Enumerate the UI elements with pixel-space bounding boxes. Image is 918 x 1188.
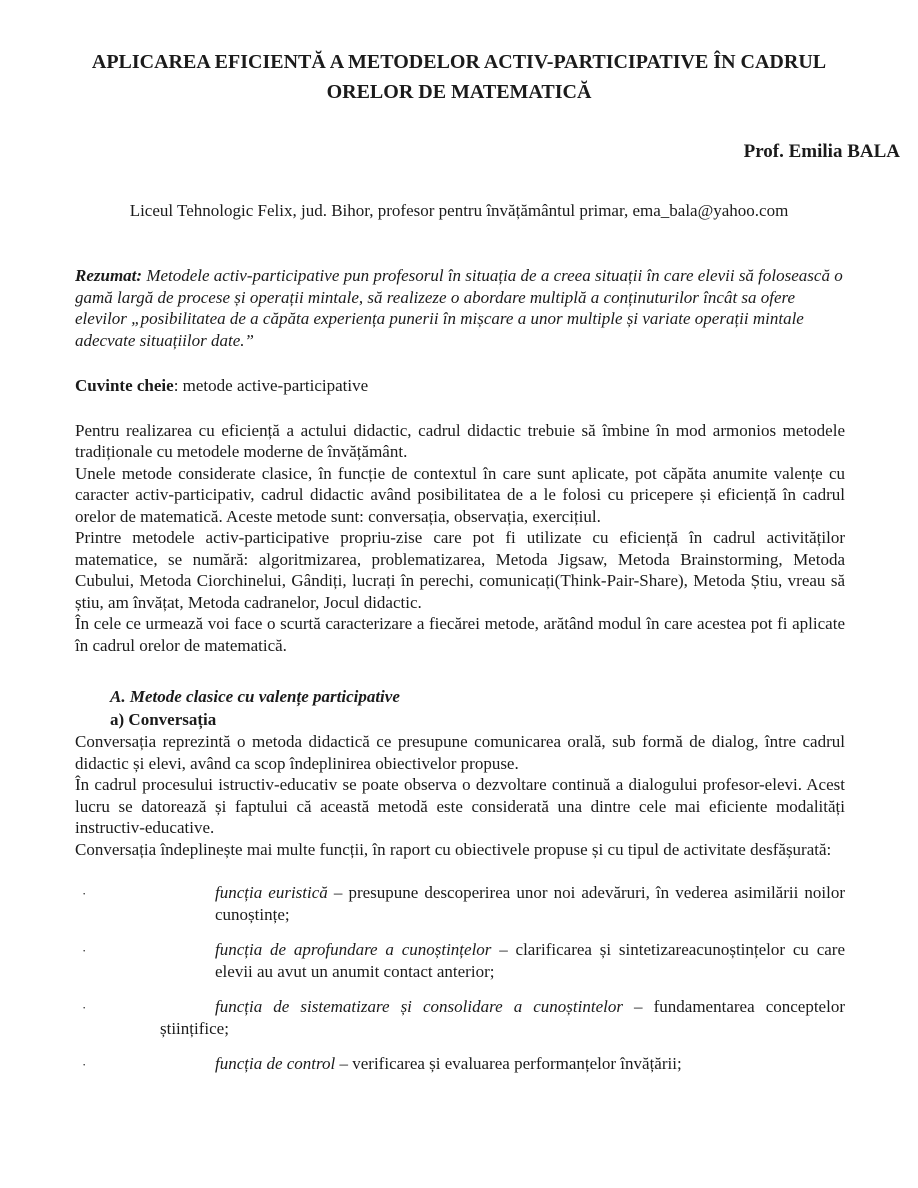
title-line-2: ORELOR DE MATEMATICĂ bbox=[326, 81, 592, 103]
paragraph: Pentru realizarea cu eficiență a actului didactic, cadrul didactic trebuie să îmbine în mod armonios metodele tradiționale cu metodele moderne de învățământ. bbox=[75, 420, 845, 461]
bullet-text: – clarificarea și sintetizareacunoștințelor cu care elevii au avut un anumit contact anterior; bbox=[215, 940, 845, 981]
bullet-lead: funcția de control bbox=[215, 1054, 336, 1073]
keywords bbox=[75, 375, 845, 397]
list-item bbox=[75, 996, 845, 1039]
bullet-text: – fundamentarea conceptelor științifice; bbox=[160, 997, 845, 1038]
page-title bbox=[0, 0, 918, 107]
bullet-text: – verificarea și evaluarea performanțelor învățării; bbox=[335, 1054, 682, 1073]
paragraph: Conversația îndeplinește mai multe funcții, în raport cu obiectivele propuse și cu tipul de activitate desfășurată: bbox=[75, 839, 832, 859]
bullet-lead: funcția de sistematizare și consolidare a cunoștintelor bbox=[215, 997, 623, 1016]
paragraph: Unele metode considerate clasice, în funcție de contextul în care sunt aplicate, pot căpăta anumite valențe cu caracter activ-participativ, cadrul didactic având posibilitatea de a le folosi cu pricepere și eficiență în cadrul orelor de matematică. Aceste metode sunt: conversația, observația, exercițiul. bbox=[75, 463, 845, 526]
paragraph: Conversația reprezintă o metoda didactică ce presupune comunicarea orală, sub formă de dialog, între cadrul didactic și elevi, având ca scop îndeplinirea obiectivelor propuse. bbox=[75, 732, 845, 773]
keywords-label: Cuvinte cheie bbox=[75, 376, 174, 395]
bullet-icon: · bbox=[82, 886, 87, 901]
list-item bbox=[75, 882, 845, 925]
document-body bbox=[75, 265, 845, 1075]
paragraph: Printre metodele activ-participative propriu-zise care pot fi utilizate cu eficiență în cadrul activităților matematice, se numără: algoritmizarea, problematizarea, Metoda Jigsaw, Metoda Brainstorming, Metoda Cubului, Metoda Ciorchinelui, Gândiți, lucrați în perechi, comunicați(Think-Pair-Share), Metoda Știu, vreau să știu, am învățat, Metoda cadranelor, Jocul didactic. bbox=[75, 528, 845, 612]
paragraph: În cadrul procesului istructiv-educativ se poate observa o dezvoltare continuă a dialogului profesor-elevi. Acest lucru se datorează și faptului că această metodă este considerată una dintre cele mai eficiente modalități instructiv-educative. bbox=[75, 775, 845, 837]
intro-paragraphs bbox=[75, 420, 845, 657]
abstract-label: Rezumat: bbox=[75, 266, 143, 285]
bullet-icon: · bbox=[82, 1000, 87, 1015]
keywords-text: : metode active-participative bbox=[173, 376, 369, 395]
bullet-lead: funcția de aprofundare a cunoștințelor bbox=[215, 940, 492, 959]
section-subheading: a) Conversația bbox=[110, 710, 217, 729]
bullet-icon: · bbox=[82, 943, 87, 958]
title-line-1: APLICAREA EFICIENTĂ A METODELOR ACTIV-PARTICIPATIVE ÎN CADRUL bbox=[91, 51, 827, 73]
author-name: Prof. Emilia BALA bbox=[743, 141, 900, 162]
list-item bbox=[75, 1053, 845, 1075]
paragraph: În cele ce urmează voi face o scurtă caracterizare a fiecărei metode, arătând modul în care acestea pot fi aplicate în cadrul orelor de matematică. bbox=[75, 614, 845, 655]
list-item bbox=[75, 939, 845, 982]
bullet-icon: · bbox=[82, 1057, 87, 1072]
abstract-text: Metodele activ-participative pun profesorul în situația de a creea situații în care elevii să folosească o gamă largă de procese și operații mintale, să realizeze o abordare multiplă a conținuturilor încât sa ofere elevilor „posibilitatea de a căpăta experiența punerii în mișcare a unor multiple și variate operații mintale adecvate situațiilor date.” bbox=[75, 266, 843, 350]
bullet-lead: funcția euristică bbox=[215, 883, 328, 902]
abstract bbox=[75, 265, 845, 351]
functions-bullet-list bbox=[75, 882, 845, 1075]
section-heading: A. Metode clasice cu valențe participative bbox=[110, 687, 400, 706]
author-affiliation: Liceul Tehnologic Felix, jud. Bihor, profesor pentru învățământul primar, ema_bala@yahoo.com bbox=[129, 201, 789, 220]
bullet-text: – presupune descoperirea unor noi adevăruri, în vederea asimilării noilor cunoștințe; bbox=[215, 883, 846, 924]
